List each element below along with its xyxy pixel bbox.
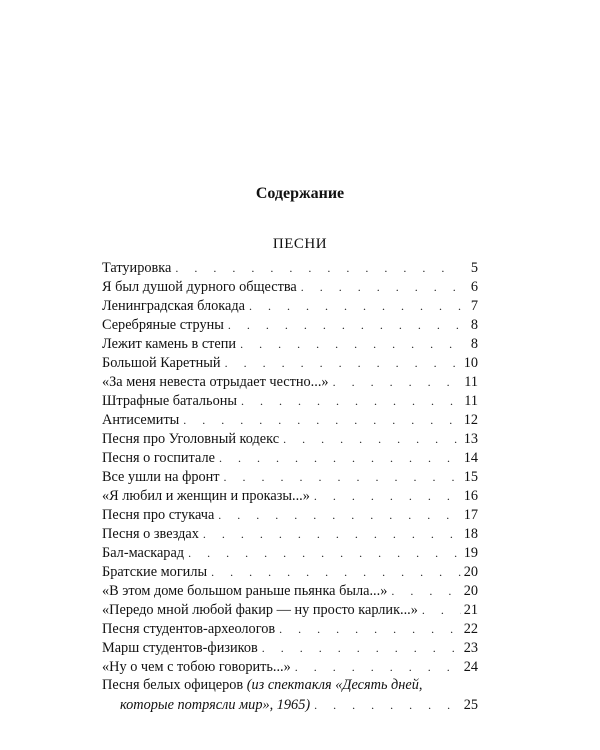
- toc-entry: [102, 429, 478, 448]
- toc-entry-title: Все ушли на фронт: [102, 469, 220, 485]
- toc-entry-title: Я был душой дурного общества: [102, 279, 297, 295]
- toc-entry-title: Большой Каретный: [102, 355, 221, 371]
- toc-entry-page: 8: [470, 317, 478, 333]
- toc-entry-title: «За меня невеста отрыдает честно...»: [102, 374, 329, 390]
- toc-entry: [102, 600, 478, 619]
- dot-leader: [279, 623, 461, 635]
- toc-entry: [102, 581, 478, 600]
- dot-leader: [183, 414, 460, 426]
- dot-leader: [262, 642, 461, 654]
- toc-entry: [102, 524, 478, 543]
- toc-entry-page: 11: [464, 374, 478, 390]
- toc-entry: [102, 619, 478, 638]
- toc-entry: [102, 562, 478, 581]
- toc-entry: [102, 315, 478, 334]
- dot-leader: [175, 262, 461, 274]
- toc-entry-title: Братские могилы: [102, 564, 208, 580]
- toc-entry-note: (из спектакля «Десять дней,: [246, 677, 423, 693]
- dot-leader: [391, 585, 460, 597]
- toc-entry-title: Антисемиты: [102, 412, 180, 428]
- toc-entry-title: «Ну о чем с тобою говорить...»: [102, 659, 291, 675]
- dot-leader: [225, 357, 461, 369]
- toc-entry-page: 11: [464, 393, 478, 409]
- toc-entry-title: Ленинградская блокада: [102, 298, 245, 314]
- toc-entry: [102, 258, 478, 277]
- toc-entry: [102, 448, 478, 467]
- toc-entry-title: «В этом доме большом раньше пьянка была...»: [102, 583, 388, 599]
- dot-leader: [295, 661, 461, 673]
- toc-entry: [102, 410, 478, 429]
- toc-entry-page: 18: [463, 526, 478, 542]
- toc-entry: [102, 372, 478, 391]
- dot-leader: [249, 300, 461, 312]
- toc-entry: [102, 467, 478, 486]
- toc-entry-page: 13: [463, 431, 478, 447]
- toc-entry-title: Песня белых офицеров: [102, 677, 244, 693]
- dot-leader: [301, 281, 461, 293]
- dot-leader: [314, 490, 461, 502]
- toc-entry-page: 21: [463, 602, 478, 618]
- toc-entry-page: 20: [463, 583, 478, 599]
- toc-entry: [102, 638, 478, 657]
- dot-leader: [203, 528, 461, 540]
- dot-leader: [219, 452, 461, 464]
- toc-entry-title: Песня про стукача: [102, 507, 215, 523]
- dot-leader: [333, 376, 461, 388]
- toc-entry-page: 17: [463, 507, 478, 523]
- dot-leader: [218, 509, 460, 521]
- toc-entry-title: Марш студентов-физиков: [102, 640, 258, 656]
- toc-entry-page: 25: [463, 697, 478, 713]
- dot-leader: [314, 699, 461, 711]
- toc-entry-note: которые потрясли мир», 1965): [120, 697, 311, 713]
- dot-leader: [228, 319, 461, 331]
- dot-leader: [241, 395, 461, 407]
- dot-leader: [283, 433, 461, 445]
- toc-entry-title: Песня о госпитале: [102, 450, 215, 466]
- toc-entry-page: 10: [463, 355, 478, 371]
- toc-entry-title: «Я любил и женщин и проказы...»: [102, 488, 310, 504]
- toc-entry-title: Бал-маскарад: [102, 545, 185, 561]
- toc-entry: [102, 657, 478, 676]
- toc-entry-page: 7: [470, 298, 478, 314]
- table-of-contents: [102, 258, 478, 714]
- toc-entry: [102, 486, 478, 505]
- toc-entry: [102, 391, 478, 410]
- toc-entry-page: 12: [463, 412, 478, 428]
- toc-entry-page: 15: [463, 469, 478, 485]
- dot-leader: [211, 566, 461, 578]
- toc-entry-title: Серебряные струны: [102, 317, 224, 333]
- toc-entry-title: Песня о звездах: [102, 526, 199, 542]
- toc-entry-page: 22: [463, 621, 478, 637]
- toc-entry-page: 23: [463, 640, 478, 656]
- toc-entry: [102, 505, 478, 524]
- toc-entry-page: 5: [470, 260, 478, 276]
- toc-entry-page: 16: [463, 488, 478, 504]
- toc-entry-title: Татуировка: [102, 260, 172, 276]
- toc-entry-page: 24: [463, 659, 478, 675]
- section-heading: ПЕСНИ: [272, 236, 328, 252]
- dot-leader: [224, 471, 461, 483]
- dot-leader: [188, 547, 461, 559]
- toc-entry: [102, 543, 478, 562]
- toc-entry-title: Песня про Уголовный кодекс: [102, 431, 280, 447]
- page-title: Содержание: [255, 185, 345, 202]
- toc-entry-page: 20: [463, 564, 478, 580]
- toc-entry: [102, 353, 478, 372]
- toc-entry-page: 19: [463, 545, 478, 561]
- toc-entry: [102, 277, 478, 296]
- dot-leader: [240, 338, 461, 350]
- toc-entry-page: 8: [470, 336, 478, 352]
- toc-entry-page: 14: [463, 450, 478, 466]
- toc-entry-title: «Передо мной любой факир — ну просто карлик...»: [102, 602, 418, 618]
- toc-entry-title: Штрафные батальоны: [102, 393, 237, 409]
- toc-entry-page: 6: [470, 279, 478, 295]
- toc-entry-title: Песня студентов-археологов: [102, 621, 276, 637]
- toc-entry-multiline: [102, 676, 478, 714]
- toc-entry: [102, 296, 478, 315]
- dot-leader: [422, 604, 461, 616]
- toc-entry-title: Лежит камень в степи: [102, 336, 237, 352]
- toc-entry: [102, 334, 478, 353]
